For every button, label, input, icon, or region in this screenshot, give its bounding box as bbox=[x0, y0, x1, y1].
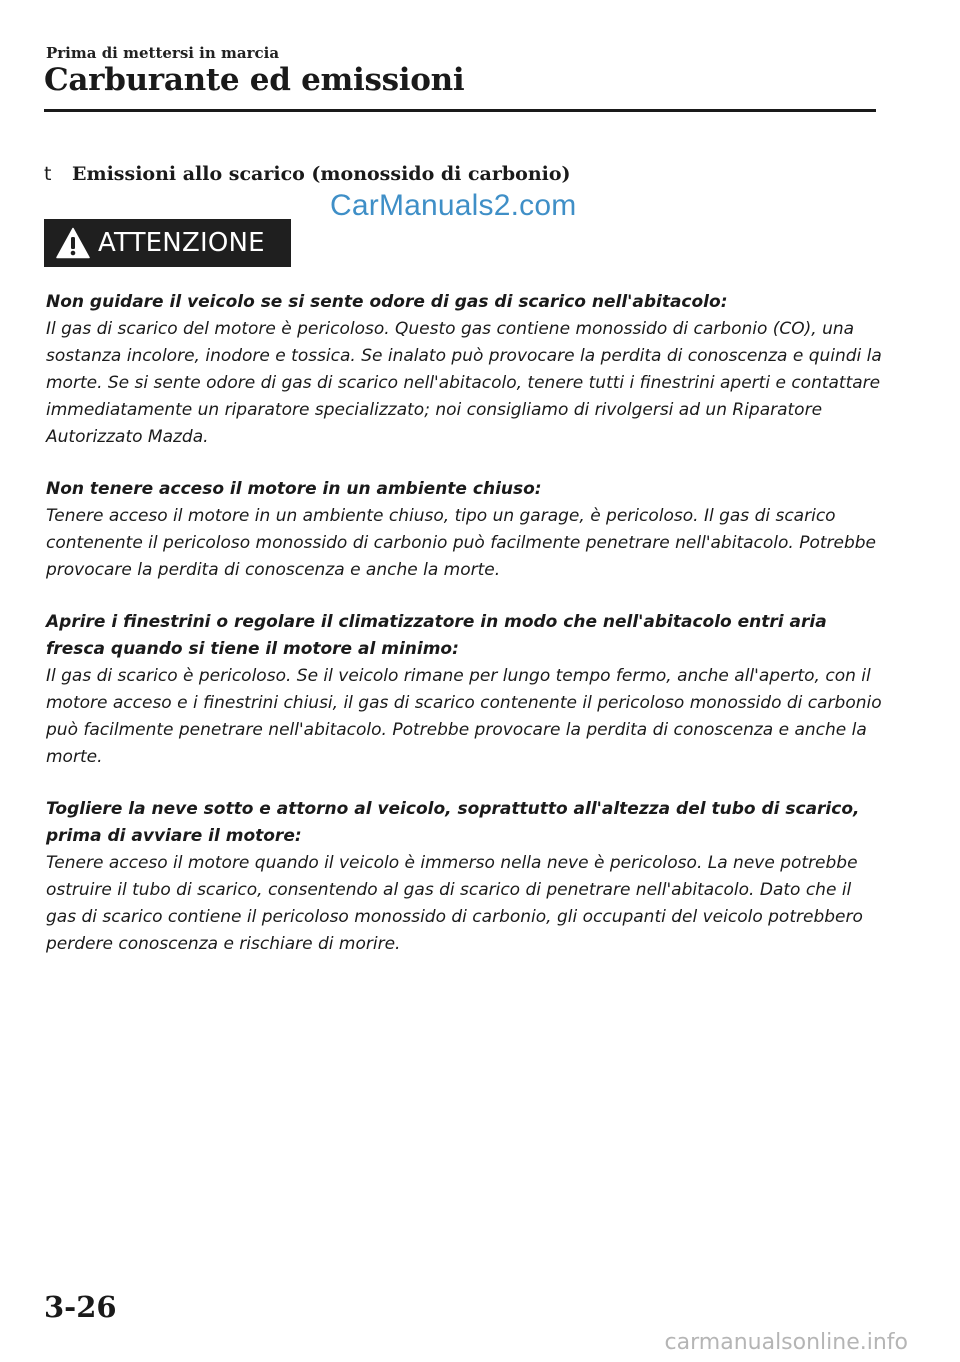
warning-banner bbox=[44, 219, 291, 267]
warning-block-heading: Non tenere acceso il motore in un ambiente chiuso: bbox=[46, 479, 542, 499]
warning-block-heading: Non guidare il veicolo se si sente odore di gas di scarico nell'abitacolo: bbox=[46, 292, 728, 312]
warning-block-heading: Togliere la neve sotto e attorno al veicolo, soprattutto all'altezza del tubo di scarico, prima di avviare il motore: bbox=[46, 799, 860, 846]
warning-block-body: Il gas di scarico è pericoloso. Se il veicolo rimane per lungo tempo fermo, anche all'aperto, con il motore acceso e i finestrini chiusi, il gas di scarico contenente il pericoloso monossido di carbonio può facilmente penetrare nell'abitacolo. Potrebbe provocare la perdita di conoscenza e anche la morte. bbox=[46, 666, 882, 767]
warning-block bbox=[46, 476, 882, 584]
section-heading bbox=[44, 163, 571, 185]
warning-triangle-icon bbox=[56, 227, 90, 259]
warning-content bbox=[46, 289, 882, 983]
section-bullet: t bbox=[44, 163, 52, 185]
warning-block-heading: Aprire i finestrini o regolare il climatizzatore in modo che nell'abitacolo entri aria fresca quando si tiene il motore al minimo: bbox=[46, 612, 827, 659]
warning-block-body: Tenere acceso il motore quando il veicolo è immerso nella neve è pericoloso. La neve potrebbe ostruire il tubo di scarico, consentendo al gas di scarico di penetrare nell'abitacolo. Dato che il gas di scarico contiene il pericoloso monossido di carbonio, gli occupanti del veicolo potrebbero perdere conoscenza e rischiare di morire. bbox=[46, 853, 863, 954]
section-heading-text: Emissioni allo scarico (monossido di carbonio) bbox=[72, 163, 571, 185]
warning-block bbox=[46, 609, 882, 771]
warning-block-body: Tenere acceso il motore in un ambiente chiuso, tipo un garage, è pericoloso. Il gas di scarico contenente il pericoloso monossido di carbonio può facilmente penetrare nell'abitacolo. Potrebbe provocare la perdita di conoscenza e anche la morte. bbox=[46, 506, 877, 580]
breadcrumb: Prima di mettersi in marcia bbox=[46, 44, 280, 62]
page-title: Carburante ed emissioni bbox=[44, 62, 465, 98]
warning-block-body: Il gas di scarico del motore è pericoloso. Questo gas contiene monossido di carbonio (CO), una sostanza incolore, inodore e tossica. Se inalato può provocare la perdita di conoscenza e quindi la morte. Se si sente odore di gas di scarico nell'abitacolo, tenere tutti i finestrini aperti e contattare immediatamente un riparatore specializzato; noi consigliamo di rivolgersi ad un Riparatore Autorizzato Mazda. bbox=[46, 319, 882, 447]
watermark-logo[interactable]: CarManuals2.com bbox=[330, 189, 577, 222]
title-divider bbox=[44, 109, 876, 112]
warning-block bbox=[46, 289, 882, 451]
page-number: 3-26 bbox=[44, 1290, 117, 1324]
warning-block bbox=[46, 796, 882, 958]
warning-label: ATTENZIONE bbox=[98, 228, 265, 258]
footer-watermark[interactable]: carmanualsonline.info bbox=[664, 1330, 908, 1355]
